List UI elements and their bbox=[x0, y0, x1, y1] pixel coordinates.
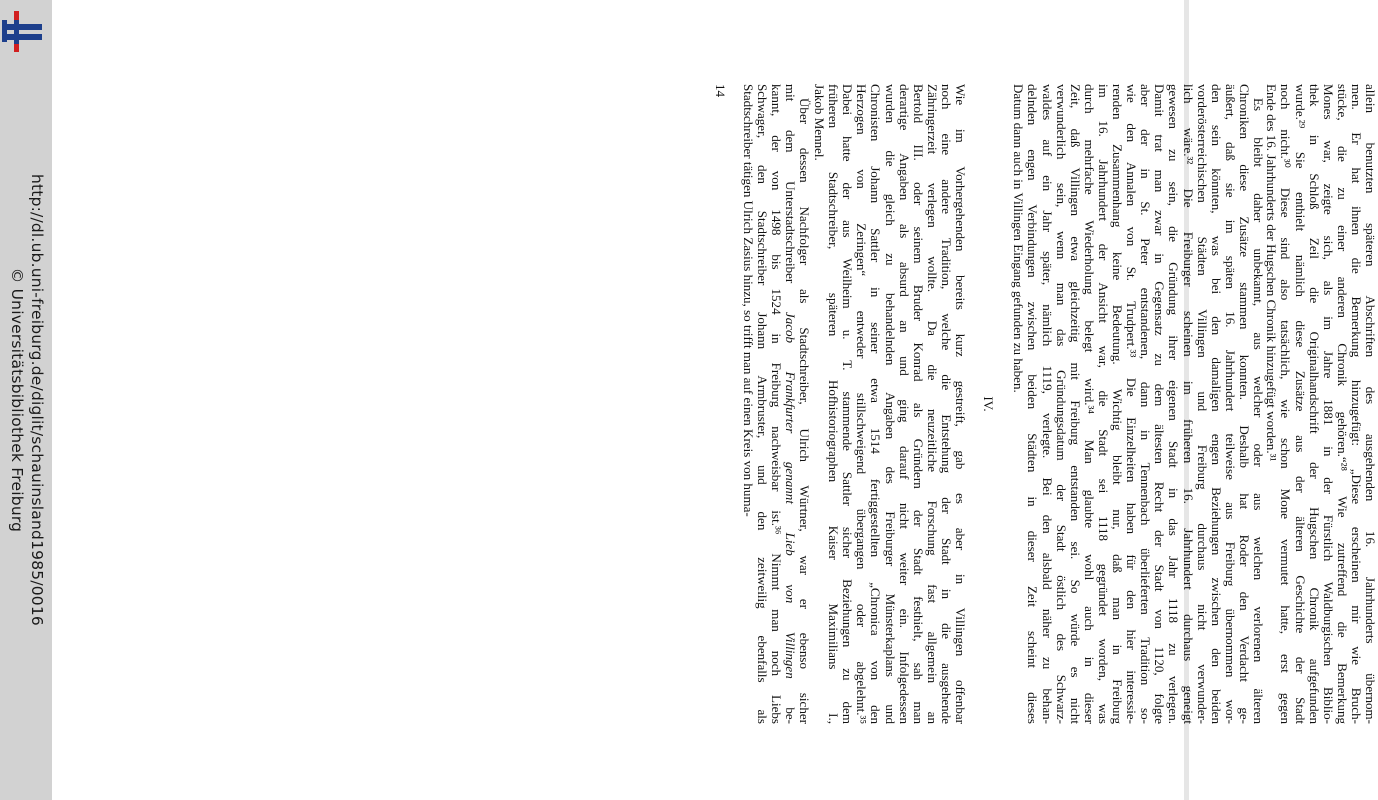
library-logo-icon bbox=[0, 8, 46, 52]
text-line: Chroniken diese Zusätze stammen konnten. Deshalb hat Roder den Verdacht ge- bbox=[1236, 83, 1252, 724]
text-line: Zeit, daß Villingen etwa gleichzeitig mit Freiburg entstanden sei. So würde es nicht bbox=[1067, 83, 1083, 724]
text-line: noch eine andere Tradition, welche die Entstehung der Stadt in die ausgehende bbox=[938, 83, 954, 724]
text-line: verwunderlich sein, wenn man das Gründungsdatum der Stadt östlich des Schwarz- bbox=[1053, 83, 1069, 724]
source-attribution bbox=[7, 174, 47, 626]
text-line: Über dessen Nachfolger als Stadtschreiber, Ulrich Würtner, war er ebenso sicher bbox=[796, 97, 812, 724]
rotated-scanned-page bbox=[637, 84, 1377, 724]
text-line: früheren Stadtschreiber, späteren Hofhistoriographen Kaiser Maximilians I., bbox=[825, 83, 841, 724]
text-line: Ende des 16. Jahrhunderts der Hugschen Chronik hinzugefügt worden.³¹ bbox=[1263, 83, 1279, 461]
text-line: Wie im Vorhergehenden bereits kurz gestreift, gab es aber in Villingen offenbar bbox=[952, 83, 968, 724]
text-line: den sein könnten, was bei den damaligen engen Beziehungen zwischen den beiden bbox=[1208, 83, 1224, 724]
text-line: stücke, die zu einer anderen Chronik gehören.“²⁸ Wie zutreffend die Bemerkung bbox=[1334, 83, 1350, 724]
source-url[interactable]: http://dl.ub.uni-freiburg.de/diglit/schauinsland1985/0016 bbox=[28, 174, 46, 626]
text-line: Schwager, den Stadtschreiber Johann Armbruster, und den zeitweilig ebenfalls als bbox=[754, 83, 770, 724]
text-line: Dabei hatte der aus Weilheim u. T. stammende Sattler sicher Beziehungen zu dem bbox=[839, 83, 855, 724]
paragraph-1 bbox=[1264, 84, 1377, 724]
text-line: wurden die gleich zu behandelnden Angaben des Freiburger Münsterkaplans und bbox=[882, 83, 898, 724]
text-line: im 16. Jahrhundert der Ansicht war, die Stadt sei 1118 gegründet worden, was bbox=[1095, 83, 1111, 724]
text-line: wie den Annalen von St. Trudpert.³³ Die Einzelheiten haben für den hier interessie- bbox=[1123, 83, 1139, 724]
text-line: mit dem Unterstadtschreiber Jacob Frankfurter genannt Lieb von Villingen be- bbox=[782, 83, 798, 724]
text-line: kannt, der von 1498 bis 1524 in Freiburg nachweisbar ist.³⁶ Nimmt man noch Liebs bbox=[768, 83, 784, 724]
text-line: delnden engen Verbindungen zwischen beiden Städten in dieser Zeit scheint dieses bbox=[1025, 83, 1040, 724]
text-line: Es bleibt daher unbekannt, aus welcher oder aus welchen verlorenen älteren bbox=[1250, 97, 1266, 724]
text-line: Chronisten Johann Sattler in seiner etwa 1514 fertiggestellten „Chronica von den bbox=[867, 83, 883, 724]
paragraph-4 bbox=[740, 84, 810, 724]
paragraph-3 bbox=[811, 84, 966, 724]
text-line: men. Er hat ihnen die Bemerkung hinzugefügt: „Diese erscheinen mir wie Bruch- bbox=[1348, 83, 1364, 724]
text-line: allein benutzten späteren Abschriften des ausgehenden 16. Jahrhunderts übernom- bbox=[1362, 83, 1378, 724]
text-line: thek in Schloß Zeil die Originalhandschrift der Hugschen Chronik aufgefunden bbox=[1306, 83, 1322, 724]
text-line: vorderösterreichischen Städten Villingen und Freiburg durchaus nicht verwunder- bbox=[1194, 83, 1210, 724]
text-line: Stadtschreiber tätigen Ulrich Zasius hinzu, so trifft man auf einen Kreis von huma- bbox=[740, 83, 756, 517]
text-line: waldes auf ein Jahr später, nämlich 1119, verlegte. Bei den alsbald näher zu behan- bbox=[1039, 83, 1055, 724]
text-line: äußert, daß sie im späten 16. Jahrhundert teilweise aus Freiburg übernommen wor- bbox=[1222, 83, 1238, 724]
text-line: gewesen zu sein, die Gründung ihrer eigenen Stadt in das Jahr 1118 zu verlegen. bbox=[1165, 83, 1181, 724]
text-line: lich wäre.³² Die Freiburger scheinen im früheren 16. Jahrhundert durchaus geneigt bbox=[1180, 83, 1196, 724]
text-line: durch mehrfache Wiederholung belegt wird.³⁴ Man glaubte wohl auch in dieser bbox=[1081, 83, 1097, 724]
viewer-side-strip bbox=[0, 0, 52, 800]
paragraph-2 bbox=[1011, 84, 1265, 724]
text-line: Jakob Mennel. bbox=[811, 83, 827, 161]
text-line: Damit trat man zwar in Gegensatz zu dem ältesten Recht der Stadt von 1120, folgte bbox=[1151, 83, 1167, 724]
page-number: 14 bbox=[712, 83, 728, 97]
text-line: aber der in St. Peter entstandenen, dann in Tennenbach überlieferten Tradition so- bbox=[1137, 83, 1153, 724]
section-heading: IV. bbox=[980, 395, 996, 412]
text-line: Bertold III. oder seinem Bruder Konrad als Gründern der Stadt festhielt, sah man bbox=[910, 83, 926, 724]
text-line: Herzogen von Zeringen“ entweder stillschweigend übergangen oder abgelehnt.³⁵ bbox=[853, 83, 869, 724]
copyright-line: © Universitätsbibliothek Freiburg bbox=[8, 267, 26, 533]
text-line: Zähringerzeit verlegen wollte. Da die neuzeitliche Forschung fast allgemein an bbox=[924, 83, 940, 724]
text-line: derartige Angaben als absurd an und ging darauf nicht weiter ein. Infolgedessen bbox=[896, 83, 912, 724]
text-line: Mones war, zeigte sich, als im Jahre 1881 in der Fürstlich Waldburgischen Biblio- bbox=[1320, 83, 1336, 724]
text-line: wurde.²⁹ Sie enthielt nämlich diese Zusätze aus der älteren Geschichte der Stadt bbox=[1292, 83, 1308, 724]
text-line: noch nicht.³⁰ Diese sind also tatsächlich, wie schon Mone vermutet hatte, erst gegen bbox=[1277, 83, 1293, 724]
text-line: Datum dann auch in Villingen Eingang gefunden zu haben. bbox=[1010, 83, 1026, 393]
text-line: renden Zusammenhang keine Bedeutung. Wichtig bleibt nur, daß man in Freiburg bbox=[1109, 83, 1125, 724]
